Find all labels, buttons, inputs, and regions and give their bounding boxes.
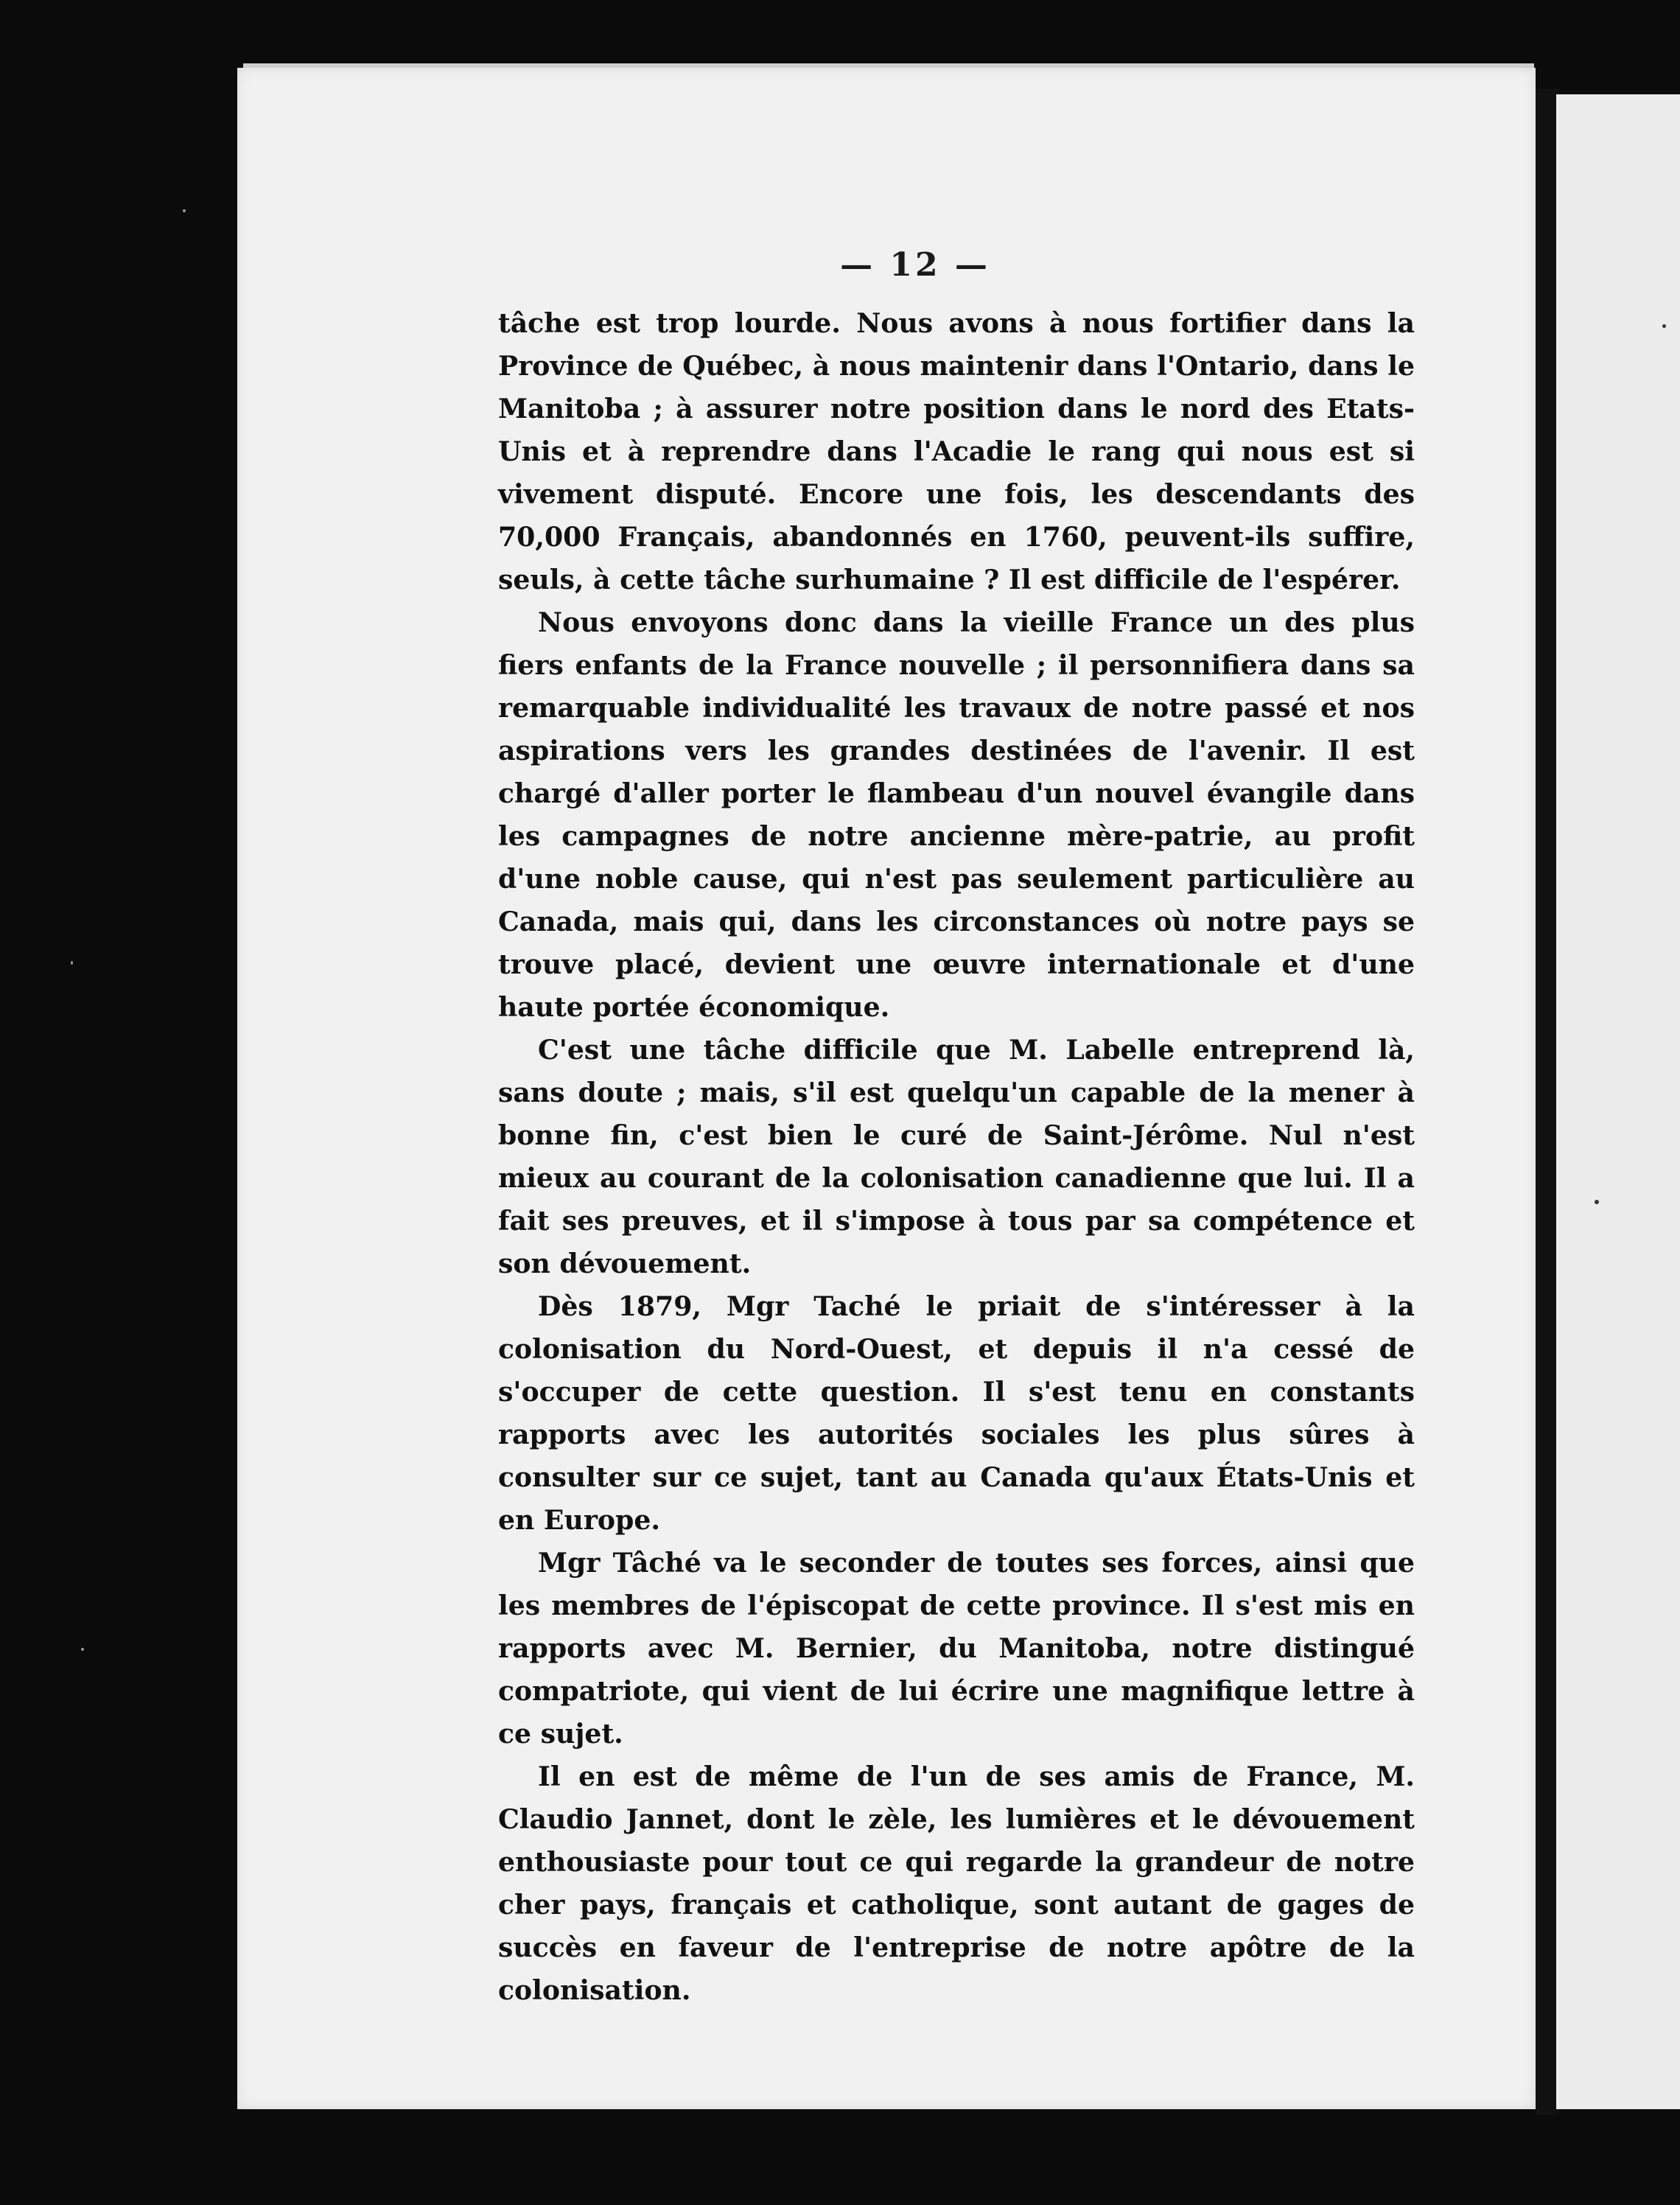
scan-speck [81,1648,84,1651]
body-text [498,302,1415,2012]
paragraph: tâche est trop lourde. Nous avons à nous fortifier dans la Province de Québec, à nous maintenir dans l'Ontario, dans le Manitoba ; à assurer notre position dans le nord des Etats-Unis et à reprendre dans l'Acadie le rang qui nous est si vivement disputé. Encore une fois, les descendants des 70,000 Français, abandonnés en 1760, peuvent-ils suffire, seuls, à cette tâche surhumaine ? Il est difficile de l'espérer. [498,307,1415,595]
page-number: — 12 — [840,246,990,284]
paragraph: C'est une tâche difficile que M. Labelle entreprend là, sans doute ; mais, s'il est quelqu'un capable de la mener à bonne fin, c'est bien le curé de Saint-Jérôme. Nul n'est mieux au courant de la colonisation canadienne que lui. Il a fait ses preuves, et il s'impose à tous par sa compétence et son dévouement. [498,1034,1415,1279]
scan-speck [71,961,73,965]
paragraph: Il en est de même de l'un de ses amis de France, M. Claudio Jannet, dont le zèle, les lumières et le dévouement enthousiaste pour tout ce qui regarde la grandeur de notre cher pays, français et catholique, sont autant de gages de succès en faveur de l'entreprise de notre apôtre de la colonisation. [498,1761,1415,2006]
adjacent-page-edge [1556,94,1680,2109]
scan-speck [1662,324,1666,328]
scan-speck [1595,1200,1599,1204]
paragraph: Mgr Tâché va le seconder de toutes ses forces, ainsi que les membres de l'épiscopat de cette province. Il s'est mis en rapports avec M. Bernier, du Manitoba, notre distingué compatriote, qui vient de lui écrire une magnifique lettre à ce sujet. [498,1547,1415,1750]
paragraph: Nous envoyons donc dans la vieille France un des plus fiers enfants de la France nouvelle ; il personnifiera dans sa remarquable individualité les travaux de notre passé et nos aspirations vers les grandes destinées de l'avenir. Il est chargé d'aller porter le flambeau d'un nouvel évangile dans les campagnes de notre ancienne mère-patrie, au profit d'une noble cause, qui n'est pas seulement particulière au Canada, mais qui, dans les circonstances où notre pays se trouve placé, devient une œuvre internationale et d'une haute portée économique. [498,607,1415,1023]
paragraph: Dès 1879, Mgr Taché le priait de s'intéresser à la colonisation du Nord-Ouest, et depuis il n'a cessé de s'occuper de cette question. Il s'est tenu en constants rapports avec les autorités sociales les plus sûres à consulter sur ce sujet, tant au Canada qu'aux États-Unis et en Europe. [498,1290,1415,1536]
scan-speck [183,209,186,212]
